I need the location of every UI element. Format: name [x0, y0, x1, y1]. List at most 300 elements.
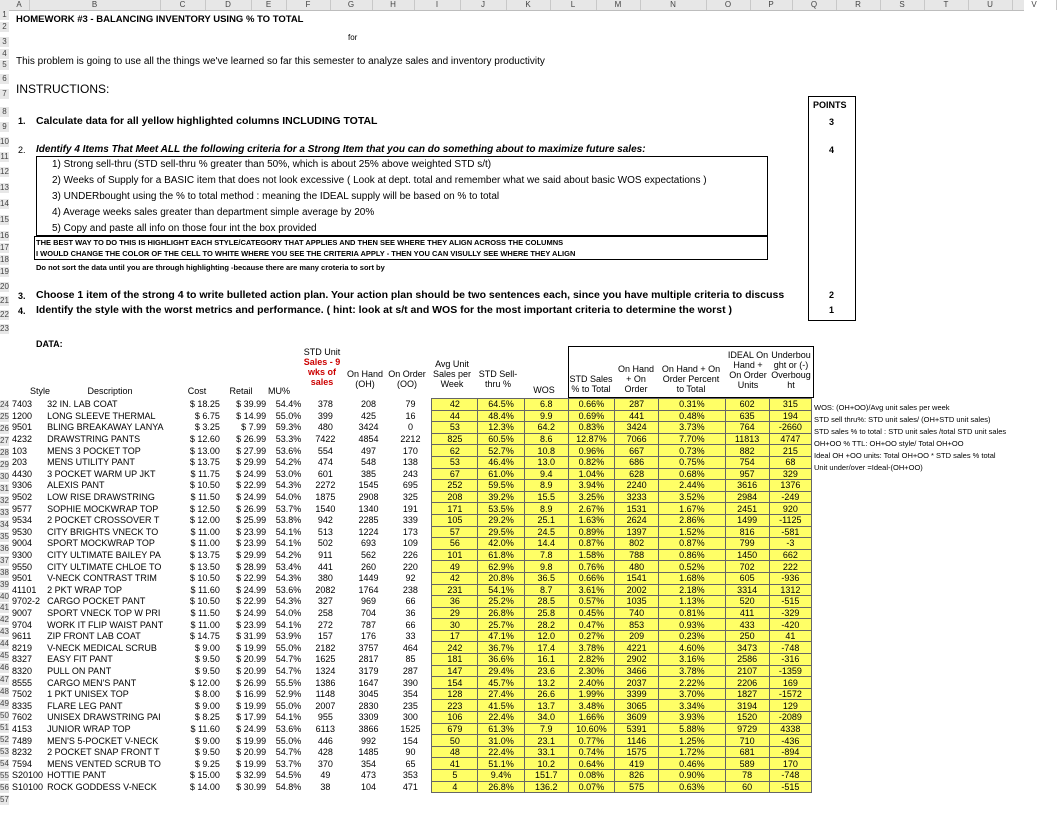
cell-std[interactable]: 474: [317, 457, 333, 468]
cell-ideal[interactable]: 3314: [725, 584, 769, 596]
cell-under[interactable]: 662: [769, 549, 811, 561]
q1-text[interactable]: Calculate data for all yellow highlighted columns INCLUDING TOTAL: [36, 115, 378, 127]
cell-wos[interactable]: 10.8: [524, 445, 568, 457]
row-number[interactable]: 28: [0, 447, 9, 457]
cell-ohoo[interactable]: 480: [615, 561, 659, 573]
cell-oh[interactable]: 693: [361, 538, 377, 549]
cell-retail[interactable]: $ 19.99: [236, 700, 267, 711]
cell-under[interactable]: -515: [769, 596, 811, 608]
cell-st[interactable]: 59.5%: [478, 480, 524, 492]
cell-wos[interactable]: 25.1: [524, 514, 568, 526]
cell-desc[interactable]: ALEXIS PANT: [47, 480, 105, 491]
cell-wos[interactable]: 136.2: [524, 781, 568, 793]
cell-style[interactable]: 9004: [12, 538, 33, 549]
cell-retail[interactable]: $ 16.99: [236, 689, 267, 700]
table-row[interactable]: [10, 399, 812, 411]
cell-ohoo[interactable]: 441: [615, 410, 659, 422]
cell-st[interactable]: 12.3%: [478, 422, 524, 434]
cell-under[interactable]: 1376: [769, 480, 811, 492]
table-row[interactable]: [10, 480, 812, 492]
cell-cost[interactable]: $ 15.00: [189, 770, 220, 781]
cell-wos[interactable]: 13.2: [524, 677, 568, 689]
cell-wos[interactable]: 8.9: [524, 480, 568, 492]
cell-style[interactable]: 9501: [12, 422, 33, 433]
cell-mu[interactable]: 53.6%: [275, 445, 302, 456]
cell-under[interactable]: 920: [769, 503, 811, 515]
sheet-title[interactable]: HOMEWORK #3 - BALANCING INVENTORY USING % TO TOTAL: [16, 14, 304, 25]
cell-wos[interactable]: 64.2: [524, 422, 568, 434]
column-header-k[interactable]: K: [506, 0, 551, 10]
cell-oo[interactable]: 1525: [400, 723, 421, 734]
cell-desc[interactable]: V-NECK MEDICAL SCRUB: [47, 642, 157, 653]
cell-avg[interactable]: 50: [432, 735, 478, 747]
cell-avg[interactable]: 154: [432, 677, 478, 689]
cell-retail[interactable]: $ 23.99: [236, 526, 267, 537]
cell-retail[interactable]: $ 23.99: [236, 619, 267, 630]
row-number[interactable]: 56: [0, 783, 9, 793]
cell-under[interactable]: 4747: [769, 433, 811, 445]
cell-wos[interactable]: 24.5: [524, 526, 568, 538]
cell-under[interactable]: 170: [769, 758, 811, 770]
cell-style[interactable]: 9300: [12, 550, 33, 561]
cell-ohoo[interactable]: 1397: [615, 526, 659, 538]
cell-wos[interactable]: 10.2: [524, 758, 568, 770]
cell-oo[interactable]: 66: [405, 619, 416, 630]
cell-ohoo[interactable]: 802: [615, 538, 659, 550]
cell-avg[interactable]: 49: [432, 561, 478, 573]
cell-avg[interactable]: 825: [432, 433, 478, 445]
cell-std[interactable]: 327: [317, 596, 333, 607]
cell-under[interactable]: 215: [769, 445, 811, 457]
row-number[interactable]: 25: [0, 411, 9, 421]
cell-ohoopct[interactable]: 3.93%: [659, 712, 725, 724]
cell-desc[interactable]: 1 PKT UNISEX TOP: [47, 689, 129, 700]
column-header-d[interactable]: D: [205, 0, 252, 10]
cell-oo[interactable]: 235: [402, 700, 418, 711]
row-number[interactable]: 1: [0, 10, 9, 20]
header-retail[interactable]: Retail: [229, 386, 253, 396]
cell-under[interactable]: -1572: [769, 688, 811, 700]
cell-under[interactable]: -2660: [769, 422, 811, 434]
cell-wos[interactable]: 13.7: [524, 700, 568, 712]
cell-ideal[interactable]: 3616: [725, 480, 769, 492]
cell-cost[interactable]: $ 9.25: [194, 758, 220, 769]
cell-ohoopct[interactable]: 0.48%: [659, 410, 725, 422]
cell-st[interactable]: 29.2%: [478, 514, 524, 526]
criteria-3[interactable]: 3) UNDERbought using the % to total method : meaning the IDEAL supply will be based on % to total: [52, 191, 500, 202]
cell-style[interactable]: 9702-2: [12, 596, 41, 607]
row-number[interactable]: 7: [0, 89, 9, 99]
cell-under[interactable]: 68: [769, 456, 811, 468]
row-number[interactable]: 41: [0, 603, 9, 613]
cell-ohoopct[interactable]: 2.44%: [659, 480, 725, 492]
cell-under[interactable]: 329: [769, 468, 811, 480]
cell-ideal[interactable]: 710: [725, 735, 769, 747]
cell-desc[interactable]: CARGO POCKET PANT: [47, 596, 146, 607]
cell-desc[interactable]: FLARE LEG PANT: [47, 700, 123, 711]
column-header-p[interactable]: P: [750, 0, 793, 10]
cell-oo[interactable]: 300: [402, 712, 418, 723]
cell-avg[interactable]: 101: [432, 549, 478, 561]
cell-pct[interactable]: 12.87%: [568, 433, 614, 445]
cell-ohoopct[interactable]: 0.68%: [659, 468, 725, 480]
instructions-label[interactable]: INSTRUCTIONS:: [16, 82, 110, 96]
cell-desc[interactable]: CITY BRIGHTS VNECK TO: [47, 526, 159, 537]
row-number[interactable]: 17: [0, 243, 9, 252]
row-number[interactable]: 52: [0, 735, 9, 745]
q4-text[interactable]: Identify the style with the worst metrics and performance. ( hint: look at s/t and WOS for the most important criteria to determine the worst ): [36, 304, 733, 316]
column-header-s[interactable]: S: [880, 0, 925, 10]
table-row[interactable]: [10, 654, 812, 666]
cell-oo[interactable]: 191: [402, 503, 418, 514]
column-header-n[interactable]: N: [640, 0, 707, 10]
cell-style[interactable]: 9611: [12, 631, 32, 642]
cell-desc[interactable]: MENS 3 POCKET TOP: [47, 445, 141, 456]
cell-cost[interactable]: $ 12.00: [189, 677, 220, 688]
cell-avg[interactable]: 208: [432, 491, 478, 503]
cell-cost[interactable]: $ 12.60: [189, 434, 220, 445]
row-number[interactable]: 45: [0, 651, 9, 661]
cell-under[interactable]: 41: [769, 630, 811, 642]
cell-mu[interactable]: 53.7%: [275, 503, 302, 514]
cell-oo[interactable]: 354: [402, 689, 418, 700]
cell-pct[interactable]: 0.07%: [568, 781, 614, 793]
cell-under[interactable]: 169: [769, 677, 811, 689]
cell-ohoopct[interactable]: 1.68%: [659, 572, 725, 584]
cell-avg[interactable]: 679: [432, 723, 478, 735]
cell-ohoopct[interactable]: 3.34%: [659, 700, 725, 712]
sort-note[interactable]: Do not sort the data until you are through highlighting -because there are many croteria to sort by: [36, 263, 385, 272]
table-row[interactable]: [10, 410, 812, 422]
cell-ideal[interactable]: 1520: [725, 712, 769, 724]
cell-ohoo[interactable]: 3399: [615, 688, 659, 700]
cell-st[interactable]: 47.1%: [478, 630, 524, 642]
row-number[interactable]: 2: [0, 22, 9, 32]
cell-ohoopct[interactable]: 0.90%: [659, 770, 725, 782]
cell-ohoopct[interactable]: 3.78%: [659, 665, 725, 677]
cell-ohoo[interactable]: 3424: [615, 422, 659, 434]
table-row[interactable]: [10, 735, 812, 747]
cell-oh[interactable]: 3045: [358, 689, 379, 700]
cell-st[interactable]: 53.5%: [478, 503, 524, 515]
cell-mu[interactable]: 53.0%: [275, 468, 302, 479]
cell-oo[interactable]: 92: [405, 573, 416, 584]
cell-style[interactable]: S20100: [12, 770, 44, 781]
cell-mu[interactable]: 54.4%: [275, 399, 302, 410]
cell-style[interactable]: 203: [12, 457, 28, 468]
cell-ohoopct[interactable]: 0.87%: [659, 538, 725, 550]
cell-ideal[interactable]: 2451: [725, 503, 769, 515]
cell-pct[interactable]: 0.27%: [568, 630, 614, 642]
cell-style[interactable]: 9501: [12, 573, 33, 584]
cell-wos[interactable]: 15.5: [524, 491, 568, 503]
cell-oo[interactable]: 353: [402, 770, 418, 781]
cell-under[interactable]: -436: [769, 735, 811, 747]
table-row[interactable]: [10, 770, 812, 782]
table-row[interactable]: [10, 723, 812, 735]
cell-oo[interactable]: 339: [402, 515, 418, 526]
cell-wos[interactable]: 13.0: [524, 456, 568, 468]
cell-desc[interactable]: CITY ULTIMATE BAILEY PA: [47, 550, 161, 561]
cell-std[interactable]: 2182: [315, 642, 336, 653]
cell-ohoopct[interactable]: 3.73%: [659, 422, 725, 434]
cell-mu[interactable]: 54.5%: [275, 770, 302, 781]
cell-ideal[interactable]: 11813: [725, 433, 769, 445]
column-header-e[interactable]: E: [251, 0, 287, 10]
cell-retail[interactable]: $ 14.99: [236, 410, 267, 421]
row-number[interactable]: 5: [0, 60, 9, 70]
row-number[interactable]: 53: [0, 747, 9, 757]
cell-pct[interactable]: 0.64%: [568, 758, 614, 770]
cell-pct[interactable]: 1.99%: [568, 688, 614, 700]
cell-st[interactable]: 64.5%: [478, 399, 524, 411]
cell-oo[interactable]: 464: [402, 642, 418, 653]
cell-ohoopct[interactable]: 5.88%: [659, 723, 725, 735]
cell-oh[interactable]: 1545: [358, 480, 379, 491]
cell-cost[interactable]: $ 10.50: [189, 480, 220, 491]
cell-st[interactable]: 42.0%: [478, 538, 524, 550]
cell-style[interactable]: 4430: [12, 468, 33, 479]
cell-retail[interactable]: $ 24.99: [236, 607, 267, 618]
cell-std[interactable]: 49: [320, 770, 331, 781]
cell-oh[interactable]: 2908: [358, 492, 379, 503]
cell-mu[interactable]: 54.1%: [275, 712, 302, 723]
column-header-h[interactable]: H: [372, 0, 415, 10]
row-number[interactable]: 3: [0, 37, 9, 47]
cell-retail[interactable]: $ 20.99: [236, 654, 267, 665]
cell-retail[interactable]: $ 19.99: [236, 758, 267, 769]
cell-under[interactable]: -420: [769, 619, 811, 631]
cell-oh[interactable]: 1449: [358, 573, 379, 584]
cell-mu[interactable]: 54.7%: [275, 665, 302, 676]
cell-under[interactable]: -748: [769, 770, 811, 782]
q1-points[interactable]: 3: [829, 117, 835, 127]
cell-oh[interactable]: 3424: [358, 422, 379, 433]
cell-mu[interactable]: 55.5%: [275, 677, 302, 688]
cell-ideal[interactable]: 681: [725, 746, 769, 758]
cell-style[interactable]: 1200: [12, 410, 33, 421]
cell-ohoopct[interactable]: 2.18%: [659, 584, 725, 596]
criteria-5[interactable]: 5) Copy and paste all info on those four int the box provided: [52, 223, 317, 234]
cell-st[interactable]: 62.9%: [478, 561, 524, 573]
cell-wos[interactable]: 7.9: [524, 723, 568, 735]
cell-style[interactable]: 9577: [12, 503, 33, 514]
cell-avg[interactable]: 231: [432, 584, 478, 596]
formula-note[interactable]: Unit under/over =Ideal-(OH+OO): [814, 463, 923, 472]
cell-retail[interactable]: $ 22.99: [236, 596, 267, 607]
table-row[interactable]: [10, 642, 812, 654]
cell-retail[interactable]: $ 22.99: [236, 573, 267, 584]
table-row[interactable]: [10, 607, 812, 619]
cell-std[interactable]: 1148: [315, 689, 336, 700]
cell-cost[interactable]: $ 9.50: [194, 665, 220, 676]
cell-oh[interactable]: 969: [361, 596, 377, 607]
cell-wos[interactable]: 36.5: [524, 572, 568, 584]
cell-retail[interactable]: $ 26.99: [236, 677, 267, 688]
cell-st[interactable]: 9.4%: [478, 770, 524, 782]
cell-avg[interactable]: 4: [432, 781, 478, 793]
cell-ideal[interactable]: 1450: [725, 549, 769, 561]
cell-st[interactable]: 26.8%: [478, 781, 524, 793]
cell-desc[interactable]: LOW RISE DRAWSTRING: [47, 492, 155, 503]
cell-ohoo[interactable]: 628: [615, 468, 659, 480]
cell-desc[interactable]: CARGO MEN'S PANT: [47, 677, 137, 688]
header-under-over[interactable]: Underbou ght or (-) Overboug ht: [771, 350, 811, 390]
cell-mu[interactable]: 55.0%: [275, 642, 302, 653]
cell-style[interactable]: 8327: [12, 654, 33, 665]
header-sell-thru[interactable]: STD Sell- thru %: [478, 369, 518, 389]
cell-mu[interactable]: 54.7%: [275, 654, 302, 665]
cell-style[interactable]: 4232: [12, 434, 33, 445]
cell-pct[interactable]: 0.66%: [568, 399, 614, 411]
table-row[interactable]: [10, 781, 812, 793]
cell-desc[interactable]: 32 IN. LAB COAT: [47, 399, 118, 410]
cell-pct[interactable]: 0.82%: [568, 456, 614, 468]
cell-cost[interactable]: $ 13.00: [189, 445, 220, 456]
cell-oh[interactable]: 208: [361, 399, 377, 410]
table-row[interactable]: [10, 584, 812, 596]
cell-ideal[interactable]: 9729: [725, 723, 769, 735]
cell-oo[interactable]: 138: [402, 457, 418, 468]
cell-oh[interactable]: 2830: [358, 700, 379, 711]
row-number[interactable]: 30: [0, 471, 9, 481]
cell-pct[interactable]: 0.47%: [568, 619, 614, 631]
cell-ideal[interactable]: 957: [725, 468, 769, 480]
cell-ohoo[interactable]: 3233: [615, 491, 659, 503]
cell-oo[interactable]: 33: [405, 631, 416, 642]
cell-oh[interactable]: 1764: [358, 584, 379, 595]
header-mu[interactable]: MU%: [268, 386, 290, 396]
table-row[interactable]: [10, 549, 812, 561]
row-number[interactable]: 51: [0, 723, 9, 733]
cell-pct[interactable]: 0.08%: [568, 770, 614, 782]
cell-avg[interactable]: 67: [432, 468, 478, 480]
table-row[interactable]: [10, 619, 812, 631]
cell-oh[interactable]: 1485: [358, 747, 379, 758]
cell-wos[interactable]: 34.0: [524, 712, 568, 724]
cell-ohoo[interactable]: 1541: [615, 572, 659, 584]
cell-oo[interactable]: 2212: [400, 434, 421, 445]
cell-wos[interactable]: 28.2: [524, 619, 568, 631]
row-number[interactable]: 15: [0, 215, 9, 224]
cell-pct[interactable]: 0.76%: [568, 561, 614, 573]
cell-mu[interactable]: 53.3%: [275, 434, 302, 445]
cell-oh[interactable]: 704: [361, 607, 377, 618]
cell-under[interactable]: -936: [769, 572, 811, 584]
row-number[interactable]: 12: [0, 167, 9, 176]
cell-ohoo[interactable]: 2037: [615, 677, 659, 689]
cell-desc[interactable]: 2 POCKET SNAP FRONT T: [47, 747, 160, 758]
row-number[interactable]: 13: [0, 183, 9, 192]
column-header-t[interactable]: T: [924, 0, 969, 10]
cell-cost[interactable]: $ 8.00: [194, 689, 220, 700]
cell-cost[interactable]: $ 9.00: [194, 642, 220, 653]
cell-retail[interactable]: $ 20.99: [236, 665, 267, 676]
cell-st[interactable]: 48.4%: [478, 410, 524, 422]
row-number[interactable]: 29: [0, 459, 9, 469]
q3-text[interactable]: Choose 1 item of the strong 4 to write bulleted action plan. Your action plan should be two sentences each, since you have multiple criteria to discuss: [36, 289, 785, 301]
cell-std[interactable]: 380: [317, 573, 333, 584]
cell-retail[interactable]: $ 7.99: [241, 422, 267, 433]
cell-st[interactable]: 52.7%: [478, 445, 524, 457]
cell-ideal[interactable]: 3194: [725, 700, 769, 712]
cell-cost[interactable]: $ 14.75: [189, 631, 220, 642]
cell-ohoo[interactable]: 686: [615, 456, 659, 468]
cell-st[interactable]: 46.4%: [478, 456, 524, 468]
cell-st[interactable]: 51.1%: [478, 758, 524, 770]
column-header-r[interactable]: R: [836, 0, 881, 10]
cell-under[interactable]: 129: [769, 700, 811, 712]
cell-std[interactable]: 370: [317, 758, 333, 769]
cell-mu[interactable]: 54.1%: [275, 619, 302, 630]
cell-style[interactable]: S10100: [12, 781, 44, 792]
cell-style[interactable]: 8232: [12, 747, 33, 758]
cell-under[interactable]: -329: [769, 607, 811, 619]
cell-st[interactable]: 45.7%: [478, 677, 524, 689]
column-header-q[interactable]: Q: [792, 0, 837, 10]
cell-retail[interactable]: $ 26.99: [236, 434, 267, 445]
cell-avg[interactable]: 53: [432, 422, 478, 434]
cell-ohoopct[interactable]: 3.16%: [659, 654, 725, 666]
cell-wos[interactable]: 9.4: [524, 468, 568, 480]
cell-std[interactable]: 2007: [315, 700, 336, 711]
cell-ohoopct[interactable]: 0.52%: [659, 561, 725, 573]
intro-text[interactable]: This problem is going to use all the things we've learned so far this semester to analyze sales and inventory productivity: [16, 56, 545, 67]
row-number[interactable]: 40: [0, 591, 9, 601]
cell-ideal[interactable]: 250: [725, 630, 769, 642]
cell-ideal[interactable]: 60: [725, 781, 769, 793]
cell-ideal[interactable]: 882: [725, 445, 769, 457]
cell-mu[interactable]: 52.9%: [275, 689, 302, 700]
cell-ideal[interactable]: 2107: [725, 665, 769, 677]
cell-std[interactable]: 502: [317, 538, 333, 549]
cell-st[interactable]: 31.0%: [478, 735, 524, 747]
cell-cost[interactable]: $ 13.75: [189, 550, 220, 561]
cell-desc[interactable]: 3 POCKET WARM UP JKT: [47, 468, 156, 479]
cell-pct[interactable]: 0.57%: [568, 596, 614, 608]
cell-avg[interactable]: 29: [432, 607, 478, 619]
cell-pct[interactable]: 1.66%: [568, 712, 614, 724]
column-header-j[interactable]: J: [460, 0, 507, 10]
cell-style[interactable]: 9704: [12, 619, 33, 630]
cell-style[interactable]: 7489: [12, 735, 33, 746]
row-number[interactable]: 20: [0, 282, 9, 291]
cell-oh[interactable]: 787: [361, 619, 377, 630]
cell-style[interactable]: 41101: [12, 584, 37, 595]
cell-retail[interactable]: $ 17.99: [236, 712, 267, 723]
cell-ohoo[interactable]: 7066: [615, 433, 659, 445]
cell-style[interactable]: 7602: [12, 712, 33, 723]
row-number[interactable]: 36: [0, 543, 9, 553]
cell-retail[interactable]: $ 24.99: [236, 468, 267, 479]
cell-avg[interactable]: 44: [432, 410, 478, 422]
row-number[interactable]: 19: [0, 267, 9, 276]
criteria-2[interactable]: 2) Weeks of Supply for a BASIC item that does not look excessive ( Look at dept. total and remember what we said about basic WOS expectations ): [52, 175, 707, 186]
column-header-a[interactable]: A: [9, 0, 30, 10]
row-number[interactable]: 8: [0, 107, 9, 117]
cell-oo[interactable]: 220: [402, 561, 418, 572]
cell-ohoopct[interactable]: 0.31%: [659, 399, 725, 411]
cell-std[interactable]: 2272: [315, 480, 336, 491]
cell-desc[interactable]: HOTTIE PANT: [47, 770, 107, 781]
cell-std[interactable]: 272: [317, 619, 333, 630]
cell-mu[interactable]: 59.3%: [275, 422, 302, 433]
cell-mu[interactable]: 53.6%: [275, 584, 302, 595]
cell-pct[interactable]: 0.66%: [568, 572, 614, 584]
cell-oo[interactable]: 90: [405, 747, 416, 758]
cell-mu[interactable]: 55.0%: [275, 410, 302, 421]
table-row[interactable]: [10, 526, 812, 538]
